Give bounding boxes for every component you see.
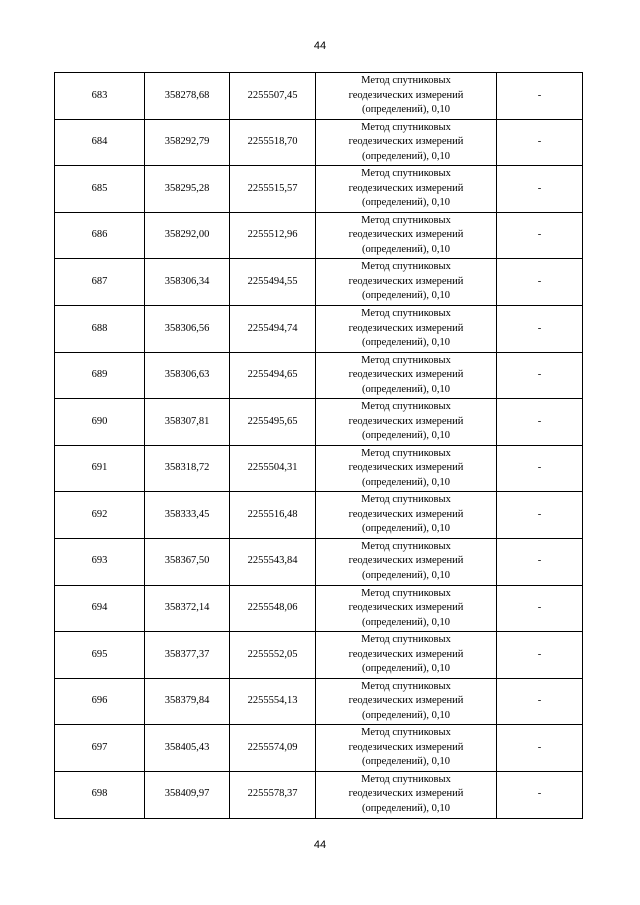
method-line: (определений), 0,10 [361, 430, 451, 442]
y-coordinate-cell: 2255578,37 [230, 771, 316, 818]
extra-cell: - [497, 305, 583, 352]
table-row [55, 166, 583, 213]
method-line: (определений), 0,10 [361, 243, 451, 255]
table-row [55, 212, 583, 259]
point-number-cell: 698 [55, 771, 145, 818]
method-line: Метод спутниковых [361, 261, 451, 273]
method-line: Метод спутниковых [361, 354, 451, 366]
method-line: (определений), 0,10 [361, 569, 451, 581]
method-line: геодезических измерений [348, 695, 464, 707]
y-coordinate-cell: 2255518,70 [230, 119, 316, 166]
method-line: Метод спутниковых [361, 168, 451, 180]
method-line: геодезических измерений [348, 741, 464, 753]
table-row [55, 678, 583, 725]
point-number-cell: 685 [55, 166, 145, 213]
coordinates-table [54, 72, 583, 819]
method-line: (определений), 0,10 [361, 756, 451, 768]
method-cell [316, 538, 497, 585]
method-line: (определений), 0,10 [361, 150, 451, 162]
method-line: (определений), 0,10 [361, 197, 451, 209]
y-coordinate-cell: 2255554,13 [230, 678, 316, 725]
x-coordinate-cell: 358409,97 [145, 771, 230, 818]
y-coordinate-cell: 2255548,06 [230, 585, 316, 632]
extra-cell: - [497, 632, 583, 679]
point-number-cell: 690 [55, 399, 145, 446]
method-line: геодезических измерений [348, 555, 464, 567]
method-line: (определений), 0,10 [361, 383, 451, 395]
method-cell [316, 771, 497, 818]
method-line: геодезических измерений [348, 369, 464, 381]
method-line: Метод спутниковых [361, 447, 451, 459]
x-coordinate-cell: 358292,00 [145, 212, 230, 259]
method-line: геодезических измерений [348, 602, 464, 614]
method-line: Метод спутниковых [361, 214, 451, 226]
method-line: (определений), 0,10 [361, 616, 451, 628]
method-cell [316, 212, 497, 259]
y-coordinate-cell: 2255543,84 [230, 538, 316, 585]
point-number-cell: 683 [55, 73, 145, 120]
method-line: геодезических измерений [348, 229, 464, 241]
x-coordinate-cell: 358333,45 [145, 492, 230, 539]
y-coordinate-cell: 2255515,57 [230, 166, 316, 213]
table-row [55, 305, 583, 352]
y-coordinate-cell: 2255552,05 [230, 632, 316, 679]
x-coordinate-cell: 358379,84 [145, 678, 230, 725]
method-line: (определений), 0,10 [361, 802, 451, 814]
point-number-cell: 693 [55, 538, 145, 585]
extra-cell: - [497, 538, 583, 585]
method-line: Метод спутниковых [361, 401, 451, 413]
point-number-cell: 697 [55, 725, 145, 772]
table-row [55, 73, 583, 120]
table-row [55, 725, 583, 772]
y-coordinate-cell: 2255512,96 [230, 212, 316, 259]
extra-cell: - [497, 73, 583, 120]
point-number-cell: 692 [55, 492, 145, 539]
table-row [55, 538, 583, 585]
x-coordinate-cell: 358372,14 [145, 585, 230, 632]
y-coordinate-cell: 2255494,74 [230, 305, 316, 352]
method-line: Метод спутниковых [361, 494, 451, 506]
x-coordinate-cell: 358307,81 [145, 399, 230, 446]
method-line: геодезических измерений [348, 462, 464, 474]
x-coordinate-cell: 358306,63 [145, 352, 230, 399]
method-line: Метод спутниковых [361, 587, 451, 599]
method-line: геодезических измерений [348, 322, 464, 334]
extra-cell: - [497, 212, 583, 259]
table-row [55, 352, 583, 399]
method-line: (определений), 0,10 [361, 290, 451, 302]
extra-cell: - [497, 399, 583, 446]
table-row [55, 399, 583, 446]
method-line: геодезических измерений [348, 788, 464, 800]
method-line: геодезических измерений [348, 182, 464, 194]
y-coordinate-cell: 2255574,09 [230, 725, 316, 772]
method-cell [316, 399, 497, 446]
extra-cell: - [497, 771, 583, 818]
method-cell [316, 305, 497, 352]
point-number-cell: 688 [55, 305, 145, 352]
point-number-cell: 694 [55, 585, 145, 632]
point-number-cell: 684 [55, 119, 145, 166]
method-line: геодезических измерений [348, 275, 464, 287]
extra-cell: - [497, 492, 583, 539]
method-cell [316, 352, 497, 399]
x-coordinate-cell: 358367,50 [145, 538, 230, 585]
x-coordinate-cell: 358278,68 [145, 73, 230, 120]
method-line: геодезических измерений [348, 89, 464, 101]
method-line: геодезических измерений [348, 508, 464, 520]
coordinates-table-body [55, 73, 583, 819]
method-line: Метод спутниковых [361, 308, 451, 320]
x-coordinate-cell: 358377,37 [145, 632, 230, 679]
y-coordinate-cell: 2255507,45 [230, 73, 316, 120]
extra-cell: - [497, 259, 583, 306]
table-row [55, 119, 583, 166]
x-coordinate-cell: 358318,72 [145, 445, 230, 492]
method-cell [316, 632, 497, 679]
x-coordinate-cell: 358295,28 [145, 166, 230, 213]
point-number-cell: 696 [55, 678, 145, 725]
method-line: Метод спутниковых [361, 634, 451, 646]
extra-cell: - [497, 725, 583, 772]
extra-cell: - [497, 352, 583, 399]
method-line: Метод спутниковых [361, 680, 451, 692]
method-cell [316, 166, 497, 213]
extra-cell: - [497, 678, 583, 725]
method-line: (определений), 0,10 [361, 476, 451, 488]
method-line: (определений), 0,10 [361, 104, 451, 116]
extra-cell: - [497, 585, 583, 632]
method-line: геодезических измерений [348, 648, 464, 660]
method-line: (определений), 0,10 [361, 337, 451, 349]
x-coordinate-cell: 358405,43 [145, 725, 230, 772]
method-line: Метод спутниковых [361, 121, 451, 133]
method-line: геодезических измерений [348, 415, 464, 427]
page-number-bottom: 44 [313, 839, 327, 851]
method-cell [316, 492, 497, 539]
page-number-top: 44 [313, 40, 327, 52]
table-row [55, 632, 583, 679]
point-number-cell: 687 [55, 259, 145, 306]
method-cell [316, 445, 497, 492]
point-number-cell: 691 [55, 445, 145, 492]
table-row [55, 492, 583, 539]
table-row [55, 585, 583, 632]
y-coordinate-cell: 2255495,65 [230, 399, 316, 446]
x-coordinate-cell: 358306,56 [145, 305, 230, 352]
method-line: Метод спутниковых [361, 75, 451, 87]
y-coordinate-cell: 2255516,48 [230, 492, 316, 539]
y-coordinate-cell: 2255504,31 [230, 445, 316, 492]
method-cell [316, 678, 497, 725]
extra-cell: - [497, 445, 583, 492]
point-number-cell: 686 [55, 212, 145, 259]
extra-cell: - [497, 119, 583, 166]
method-line: геодезических измерений [348, 136, 464, 148]
method-line: (определений), 0,10 [361, 709, 451, 721]
extra-cell: - [497, 166, 583, 213]
method-line: Метод спутниковых [361, 773, 451, 785]
method-line: (определений), 0,10 [361, 663, 451, 675]
point-number-cell: 689 [55, 352, 145, 399]
table-row [55, 259, 583, 306]
point-number-cell: 695 [55, 632, 145, 679]
method-cell [316, 259, 497, 306]
x-coordinate-cell: 358292,79 [145, 119, 230, 166]
method-line: (определений), 0,10 [361, 523, 451, 535]
method-cell [316, 725, 497, 772]
x-coordinate-cell: 358306,34 [145, 259, 230, 306]
method-cell [316, 585, 497, 632]
y-coordinate-cell: 2255494,55 [230, 259, 316, 306]
method-cell [316, 119, 497, 166]
y-coordinate-cell: 2255494,65 [230, 352, 316, 399]
method-line: Метод спутниковых [361, 727, 451, 739]
table-row [55, 445, 583, 492]
method-line: Метод спутниковых [361, 540, 451, 552]
method-cell [316, 73, 497, 120]
table-row [55, 771, 583, 818]
